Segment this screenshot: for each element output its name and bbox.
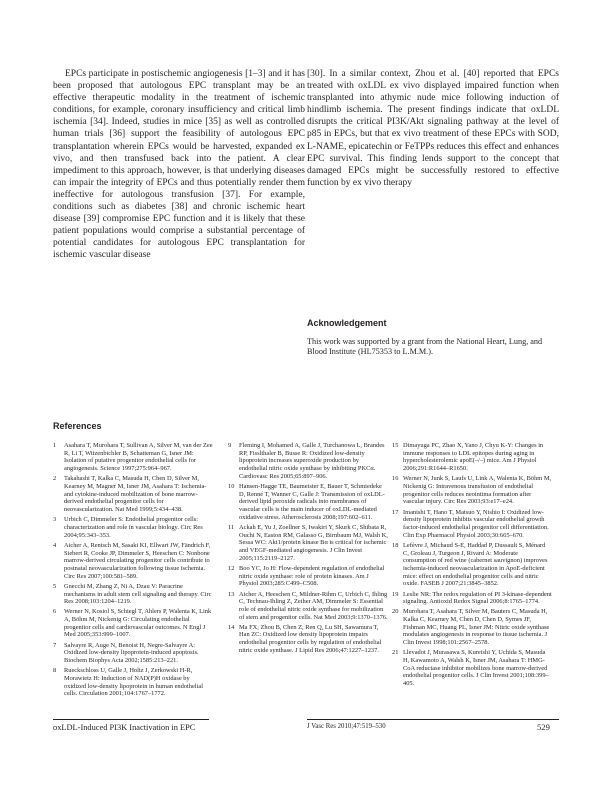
references-column-1	[53, 442, 213, 700]
reference-item	[53, 516, 213, 539]
reference-text: Gnecchi M, Zhang Z, Ni A, Dzau V: Paracrine mechanisms in adult stem cell signaling and therapy. Circ Res 2008;103:1204–1219.	[64, 582, 212, 606]
reference-text: Urbich C, Dimmeler S: Endothelial progenitor cells: characterization and role in vascular biology. Circ Res 2004;95:343–353.	[64, 516, 203, 539]
reference-item	[228, 483, 388, 522]
reference-item	[392, 649, 552, 688]
reference-number: 17	[392, 508, 399, 516]
reference-item	[392, 475, 552, 506]
reference-number: 13	[228, 590, 235, 598]
reference-text: Llevadot J, Murasawa S, Kureishi Y, Uchida S, Masuda H, Kawamoto A, Walsh K, Isner JM, Asahara T: HMG-CoA reductase inhibitor mobilizes bone marrow-derived endothelial progenitor cells. J Clin Invest 2001;108:399–405.	[403, 649, 549, 688]
acknowledgement-text: This work was supported by a grant from the National Heart, Lung, and Blood Institute (HL75353 to L.M.M.).	[307, 337, 543, 357]
reference-number: 12	[228, 564, 235, 572]
reference-number: 19	[392, 590, 399, 598]
footer-rule-left	[53, 719, 209, 720]
footer-rule-right	[307, 719, 559, 720]
reference-item	[228, 524, 388, 563]
reference-number: 7	[53, 641, 57, 649]
reference-number: 10	[228, 482, 235, 490]
acknowledgement-heading: Acknowledgement	[307, 318, 387, 328]
reference-text: Dimayuga PC, Zhao X, Yano J, Chyu K-Y: Changes in immune responses to LDL epitopes during aging in hypercholesterolemic apoE(–/–) mice. Am J Physiol 2006;291:R1644–R1650.	[403, 442, 544, 473]
reference-item	[392, 608, 552, 647]
journal-citation: J Vasc Res 2010;47:519–530	[307, 723, 386, 730]
reference-number: 21	[392, 649, 399, 657]
reference-text: Salvayre R, Auge N, Benoist H, Negre-Salvayre A: Oxidized low-density lipoprotein-induced apoptosis. Biochem Biophys Acta 2002;1585:213–221.	[64, 641, 199, 665]
reference-text: Asahara T, Murohara T, Sullivan A, Silver M, van der Zee R, Li T, Witzenbichler B, Schatteman G, Isner JM: Isolation of putative progenitor endothelial cells for angiogenesis. Science 1997;275:964–967.	[64, 442, 213, 473]
reference-text: Fleming I, Mohamed A, Galle J, Turchanowa L, Brandes RP, Fisslthaler B, Busse R: Oxidized low-density lipoprotein increases superoxide production by endothelial nitric oxide synthase by inhibiting PKCα. Cardiovasc Res 2005;65:897–906.	[239, 442, 385, 480]
reference-text: Takahashi T, Kalka C, Masuda H, Chen D, Silver M, Kearney M, Magner M, Isner JM, Asahara T: Ischemia- and cytokine-induced mobilization of bone marrow-derived endothelial progenitor cells for neovascularization. Nat Med 1999;5:434–438.	[64, 475, 207, 514]
reference-text: Aicher A, Heeschen C, Mildner-Rihm C, Urbich C, Ihling C, Technau-Ihling Z, Zeiher AM, Dimmeler S: Essential role of endothelial nitric oxide synthase for mobilization of stem and progenitor cells. Nat Med 2003;9:1370–1376.	[239, 590, 388, 621]
reference-number: 4	[53, 541, 57, 549]
reference-item	[53, 667, 213, 698]
reference-item	[228, 624, 388, 655]
reference-text: Werner N, Kosiol S, Schiegl T, Ahlers P, Walenta K, Link A, Böhm M, Nickenig G: Circulating endothelial progenitor cells and cardiovascular outcomes. N Engl J Med 2005;353:999–1007.	[64, 608, 212, 639]
reference-number: 20	[392, 608, 399, 616]
reference-text: Lefèvre J, Michaud S-E, Haddad P, Dussault S, Ménard C, Groleau J, Turgeon J, Rivard A: Moderate consumption of red wine (cabernet sauvignon) improves ischemia-induced neovascularization in ApoE-deficient mice: effect on endothelial progenitor cells and nitric oxide. FASEB J 2007;21:3845–3852.	[403, 541, 548, 588]
reference-number: 6	[53, 608, 57, 616]
reference-text: Hansen-Hagge TE, Baumeister E, Bauer T, Schmiedeke D, Renné T, Wanner C, Galle J: Transmission of oxLDL-derived lipid peroxide radicals into membranes of vascular cells is the main inducer of oxLDL-mediated oxidative stress. Atherosclerosis 2008;197:602–611.	[239, 482, 385, 521]
reference-item	[228, 565, 388, 588]
page-number: 529	[537, 722, 550, 732]
reference-number: 16	[392, 475, 399, 483]
reference-text: Ma FX, Zhou B, Chen Z, Ren Q, Lu SH, Sawamura T, Han ZC: Oxidized low density lipoprotein impairs endothelial progenitor cells by regulation of endothelial nitric oxide synthase. J Lipid Res 2006;47:1227–1237.	[239, 623, 382, 654]
reference-item	[392, 542, 552, 588]
reference-number: 8	[53, 667, 57, 675]
reference-item	[53, 442, 213, 473]
references-column-2	[228, 442, 388, 657]
reference-item	[392, 442, 552, 473]
reference-text: Ackah E, Yu J, Zoellner S, Iwakiri Y, Skurk C, Shibata R, Ouchi N, Easton RM, Galasso G, Birnbaum MJ, Walsh K, Sessa WC: Akt1/protein kinase Bα is critical for ischemic and VEGF-mediated angiogenesis. J Clin Invest 2005;115:2119–2127.	[239, 523, 388, 562]
reference-item	[53, 608, 213, 639]
reference-number: 2	[53, 475, 57, 483]
reference-item	[228, 442, 388, 481]
reference-item	[392, 591, 552, 606]
reference-item	[53, 642, 213, 665]
reference-number: 14	[228, 623, 235, 631]
reference-item	[392, 509, 552, 540]
reference-number: 5	[53, 582, 57, 590]
reference-text: Boo YC, Jo H: Flow-dependent regulation of endothelial nitric oxide synthase: role of protein kinases. Am J Physiol 2003;285:C499–C508.	[239, 564, 385, 588]
reference-number: 3	[53, 516, 57, 524]
reference-text: Aicher A, Rentsch M, Sasaki KI, Ellwart JW, Fändrich F, Siebert R, Cooke JP, Dimmeler S, Heeschen C: Nonbone marrow-derived circulating progenitor cells contribute to postnatal neovascularization following tissue ischemia. Circ Res 2007;100:581–589.	[64, 541, 211, 580]
reference-item	[53, 583, 213, 606]
reference-text: Murohara T, Asahara T, Silver M, Bauters C, Masuda H, Kalka C, Kearney M, Chen D, Chen D, Symes JF, Fishman MC, Huang PL, Isner JM: Nitric oxide synthase modulates angiogenesis in response to tissue ischemia. J Clin Invest 1998;101:2567–2578.	[403, 608, 550, 647]
reference-number: 18	[392, 541, 399, 549]
reference-text: Werner N, Junk S, Laufs U, Link A, Walenta K, Böhm M, Nickenig G: Intravenous transfusion of endothelial progenitor cells reduces neointima formation after vascular injury. Circ Res 2003;93:e17–e24.	[403, 475, 552, 506]
running-title: oxLDL-Induced PI3K Inactivation in EPC	[53, 723, 196, 732]
reference-number: 15	[392, 442, 399, 449]
body-text-left-column: EPCs participate in postischemic angiogenesis [1–3] and it has been proposed that autologous EPC transplant may be an effective therapeutic modality in the treatment of ischemic conditions, for example, coronary insufficiency and critical limb ischemia [34]. Indeed, studies in mice [35] as well as controlled human trials [36] support the feasibility of autologous EPC transplantation wherein EPCs would be harvested, expanded ex vivo, and then transfused back into the patient. A clear impediment to this approach, however, is that underlying diseases can impair the integrity of EPCs and thus potentially render them ineffective for autologous transfusion [37]. For example, conditions such as diabetes [38] and chronic ischemic heart disease [39] compromise EPC function and it is likely that these patient populations would comprise a substantial percentage of potential candidates for autologous EPC transplantation for ischemic vascular disease	[53, 69, 305, 261]
reference-text: Rueckschloss U, Galle J, Holtz J, Zerkowski H-R, Morawietz H: Induction of NAD(P)H oxidase by oxidized low-density lipoprotein in human endothelial cells. Circulation 2001;104:1767–1772.	[64, 667, 203, 698]
reference-number: 9	[228, 442, 232, 449]
reference-item	[53, 475, 213, 514]
reference-text: Imanishi T, Hano T, Matsuo Y, Nishio I: Oxidized low-density lipoprotein inhibits vascular endothelial growth factor-induced endothelial progenitor cell differentiation. Clin Exp Pharmacol Physiol 2003;30:665–670.	[403, 508, 549, 539]
reference-number: 11	[228, 523, 235, 531]
body-text-right-column: [30]. In a similar context, Zhou et al. [40] reported that EPCs treated with oxLDL ex vivo displayed impaired function when transplanted into athymic nude mice following induction of hindlimb ischemia. The present findings indicate that oxLDL disrupts the critical PI3K/Akt signaling pathway at the level of p85 in EPCs, but that ex vivo treatment of these EPCs with SOD, L-NAME, epicatechin or FeTPPs reduces this effect and enhances EPC survival. This finding lends support to the concept that damaged EPCs might be successfully restored to effective function by ex vivo therapy	[307, 69, 559, 188]
reference-number: 1	[53, 442, 57, 449]
reference-text: Leslie NR: The redox regulation of PI 3-kinase-dependent signaling. Antioxid Redox Signal 2006;8:1765–1774.	[403, 590, 552, 606]
reference-item	[228, 591, 388, 622]
reference-item	[53, 542, 213, 581]
references-heading: References	[53, 421, 102, 431]
references-column-3	[392, 442, 552, 690]
